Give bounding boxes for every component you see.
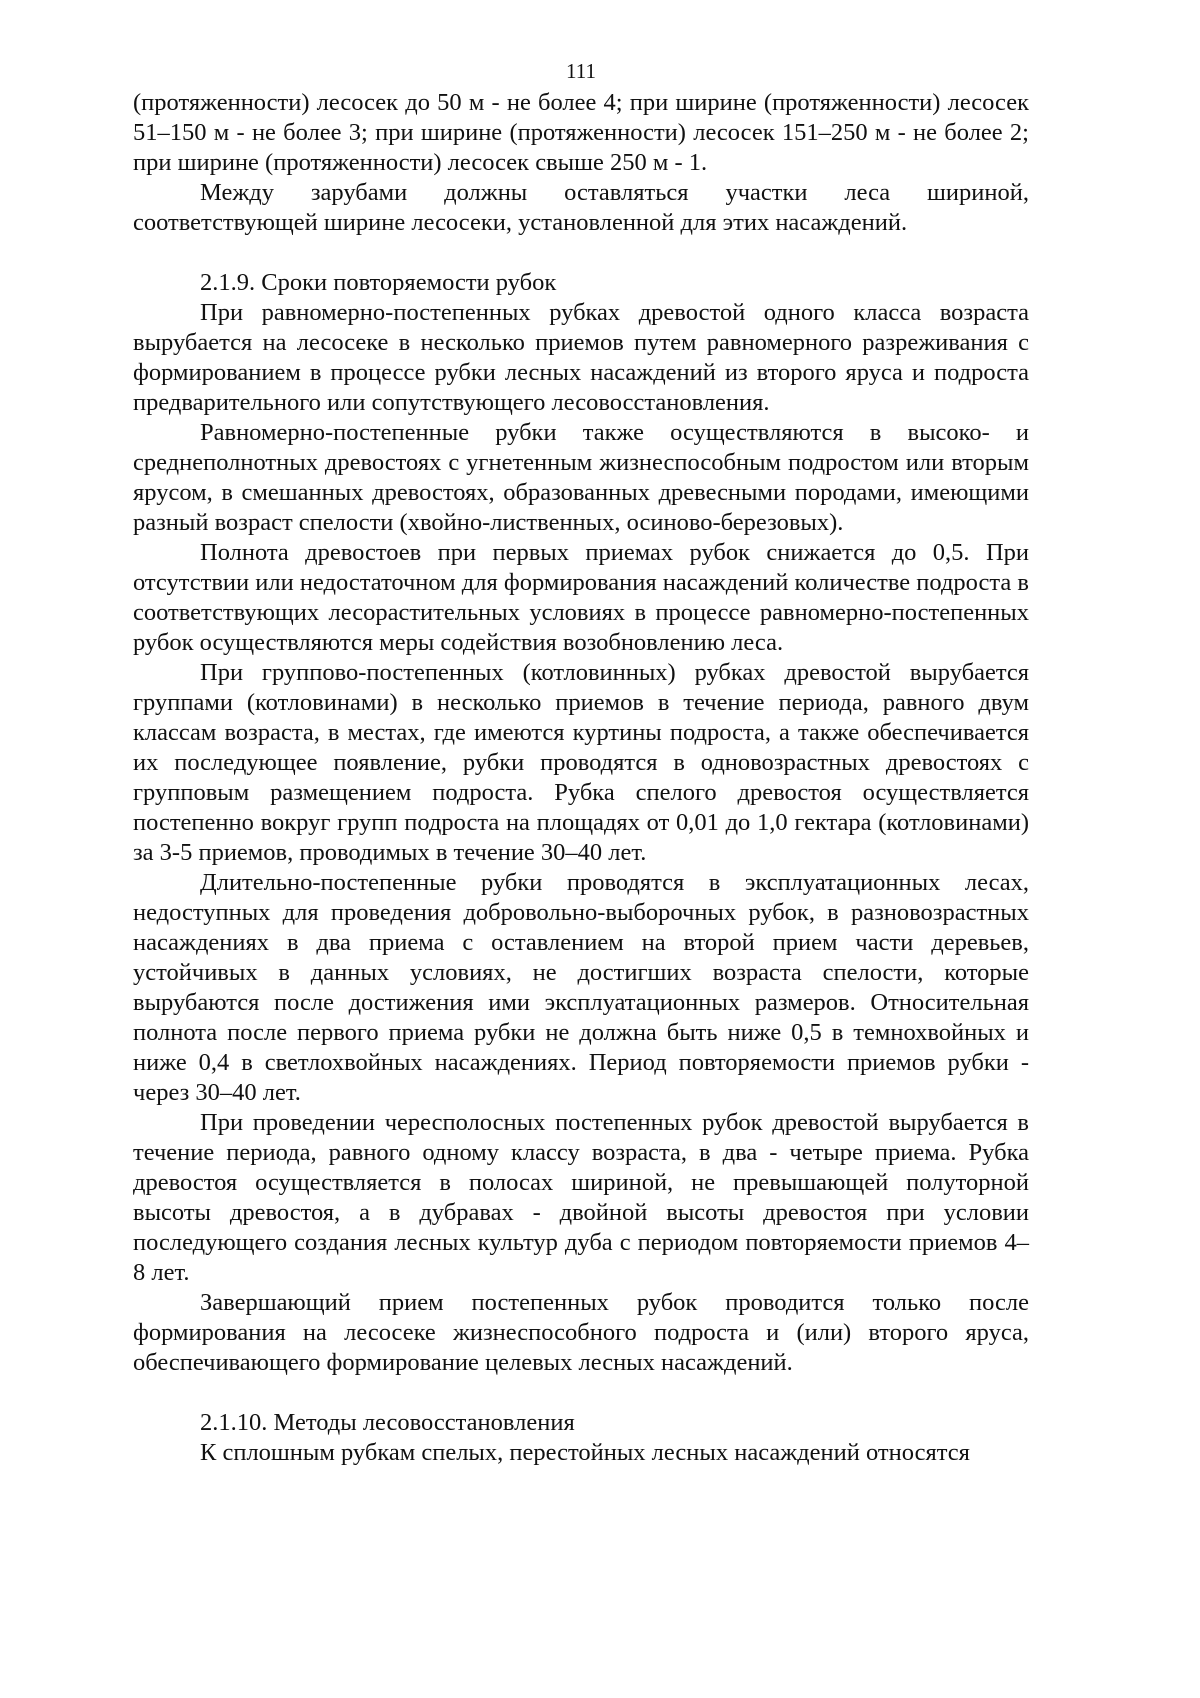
paragraph: При равномерно-постепенных рубках древостой одного класса возраста вырубается на лесосеке в несколько приемов путем равномерного разреживания с формированием в процессе рубки лесных насаждений из второго яруса и подроста предварительного или сопутствующего лесовосстановления. xyxy=(133,299,1029,416)
paragraph-continuation: (протяженности) лесосек до 50 м - не более 4; при ширине (протяженности) лесосек 51–150 м - не более 3; при ширине (протяженности) лесосек 151–250 м - не более 2; при ширине (протяженности) лесосек свыше 250 м - 1. xyxy=(133,89,1029,176)
paragraph: Длительно-постепенные рубки проводятся в эксплуатационных лесах, недоступных для проведения добровольно-выборочных рубок, в разновозрастных насаждениях в два приема с оставлением на второй прием части деревьев, устойчивых в данных условиях, не достигших возраста спелости, которые вырубаются после достижения ими эксплуатационных размеров. Относительная полнота после первого приема рубки не должна быть ниже 0,5 в темнохвойных и ниже 0,4 в светлохвойных насаждениях. Период повторяемости приемов рубки - через 30–40 лет. xyxy=(133,869,1029,1106)
paragraph: При группово-постепенных (котловинных) рубках древостой вырубается группами (котловинами) в несколько приемов в течение периода, равного двум классам возраста, в местах, где имеются куртины подроста, а также обеспечивается их последующее появление, рубки проводятся в одновозрастных древостоях с групповым размещением подроста. Рубка спелого древостоя осуществляется постепенно вокруг групп подроста на площадях от 0,01 до 1,0 гектара (котловинами) за 3-5 приемов, проводимых в течение 30–40 лет. xyxy=(133,659,1029,866)
paragraph: Полнота древостоев при первых приемах рубок снижается до 0,5. При отсутствии или недостаточном для формирования насаждений количестве подроста в соответствующих лесорастительных условиях в процессе равномерно-постепенных рубок осуществляются меры содействия возобновлению леса. xyxy=(133,539,1029,656)
paragraph: К сплошным рубкам спелых, перестойных лесных насаждений относятся xyxy=(200,1439,970,1466)
page-number: 111 xyxy=(566,59,596,83)
document-page xyxy=(133,58,1029,1468)
paragraph: При проведении чересполосных постепенных рубок древостой вырубается в течение периода, равного одному классу возраста, в два - четыре приема. Рубка древостоя осуществляется в полосах шириной, не превышающей полуторной высоты древостоя, а в дубравах - двойной высоты древостоя при условии последующего создания лесных культур дуба с периодом повторяемости приемов 4–8 лет. xyxy=(133,1109,1029,1286)
paragraph: Равномерно-постепенные рубки также осуществляются в высоко- и среднеполнотных древостоях с угнетенным жизнеспособным подростом или вторым ярусом, в смешанных древостоях, образованных древесными породами, имеющими разный возраст спелости (хвойно-лиственных, осиново-березовых). xyxy=(133,419,1029,536)
section-heading: 2.1.9. Сроки повторяемости рубок xyxy=(200,269,557,296)
section-heading: 2.1.10. Методы лесовосстановления xyxy=(200,1409,575,1436)
paragraph: Завершающий прием постепенных рубок проводится только после формирования на лесосеке жизнеспособного подроста и (или) второго яруса, обеспечивающего формирование целевых лесных насаждений. xyxy=(133,1289,1029,1376)
paragraph: Между зарубами должны оставляться участки леса шириной, соответствующей ширине лесосеки, установленной для этих насаждений. xyxy=(133,179,1029,236)
